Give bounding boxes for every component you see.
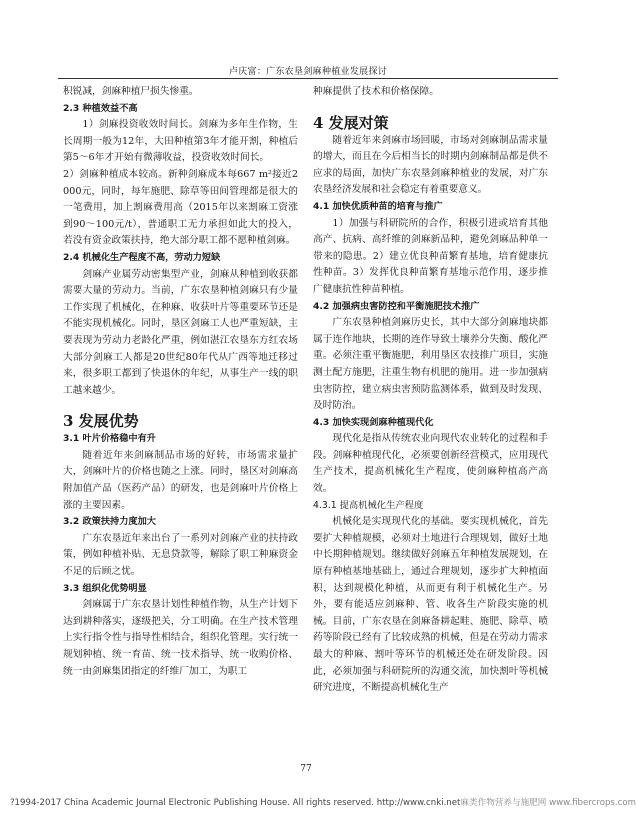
paragraph: 1）加强与科研院所的合作，积极引进或培育其他高产、抗病、高纤维的剑麻新品种，避免剑麻品种单一带来的隐患。2）建立优良种苗繁育基地，培育健康抗性种苗。3）发挥优良种苗繁育基地示范作用，逐步推广健康抗性种苗种植。 xyxy=(313,217,548,295)
left-column xyxy=(63,84,298,680)
subsection-heading: 4.1 加快优质种苗的培育与推广 xyxy=(313,200,443,212)
paragraph: 2）剑麻种植成本较高。新种剑麻成本每667 m²接近2 000元，同时，每年施肥、除草等田间管理都是很大的一笔费用，加上割麻费用高（2015年以来割麻工资涨到90～100元/t），普通职工无力承担如此大的投入，若没有资金政策扶持，绝大部分职工都不愿种植剑麻。 xyxy=(63,168,298,247)
subsection-heading: 3.2 政策扶持力度加大 xyxy=(63,516,156,528)
right-column xyxy=(313,84,548,697)
paragraph: 积锐减，剑麻种植尸损失惨重。 xyxy=(63,86,199,97)
section-heading: 3 发展优势 xyxy=(63,412,139,431)
paragraph: 剑麻产业属劳动密集型产业，剑麻从种植到收获都需要大量的劳动力。当前，广东农垦种植剑麻只有少量工作实现了机械化，在种麻、收获叶片等重要环节还是不能实现机械化。同时，垦区剑麻工人也严重短缺，主要表现为劳动力老龄化严重，例如湛江农垦东方红农场大部分剑麻工人都是20世纪80年代从广西等地迁移过来，很多职工都到了快退休的年纪，从事生产一线的职工越来越少。 xyxy=(63,268,298,396)
subsection-heading: 4.3 加快实现剑麻种植现代化 xyxy=(313,416,434,428)
page-footer xyxy=(10,796,636,808)
page-number: 77 xyxy=(300,764,312,774)
section-heading: 4 发展对策 xyxy=(313,113,389,132)
subsection-heading: 2.4 机械化生产程度不高，劳动力短缺 xyxy=(63,251,221,263)
header-rule xyxy=(58,78,558,79)
subsection-heading: 4.2 加强病虫害防控和平衡施肥技术推广 xyxy=(313,300,480,312)
subsection-heading: 2.3 种植效益不高 xyxy=(63,102,138,114)
paragraph: 随着近年来剑麻市场回暖，市场对剑麻制品需求量的增大，而且在今后相当长的时期内剑麻制品都是供不应求的局面，加快广东农垦剑麻种植业的发展，对广东农垦经济发展和社会稳定有着重要意义。 xyxy=(313,134,548,196)
paragraph: 现代化是指从传统农业向现代农业转化的过程和手段。剑麻种植现代化，必须要创新经营模式，应用现代生产技术，提高机械化生产程度，使剑麻种植高产高效。 xyxy=(313,433,548,495)
watermark-text: 麻类作物营养与施肥网 www.fibercrops.com xyxy=(460,798,636,808)
subsection-heading: 3.3 组织化优势明显 xyxy=(63,582,147,594)
paragraph: 剑麻属于广东农垦计划性种植作物，从生产计划下达到耕种落实，逐级把关，分工明确。在生产技术管理上实行指令性与指导性相结合，组织化管理。实行统一规划种植、统一育苗、统一技术指导、统一收购价格、统一由剑麻集团指定的纤维厂加工，为职工 xyxy=(63,599,298,677)
paragraph: 随着近年来剑麻制品市场的好转，市场需求量扩大，剑麻叶片的价格也随之上涨。同时，垦区对剑麻高附加值产品（医药产品）的研发，也是剑麻叶片价格上涨的主要因素。 xyxy=(63,449,298,511)
paragraph: 广东农垦种植剑麻历史长，其中大部分剑麻地块都属于连作地块，长期的连作导致土壤养分失衡、酸化严重。必须注重平衡施肥，利用垦区农技推广项目，实施测土配方施肥，注重生物有机肥的施用。进一步加强病虫害防控，建立病虫害预防监测体系，做到及时发现、及时防治。 xyxy=(313,317,548,412)
running-header: 卢庆富：广东农垦剑麻种植业发展探讨 xyxy=(228,67,388,77)
section-gap xyxy=(63,399,298,411)
paragraph: 种麻提供了技术和价格保障。 xyxy=(313,86,439,97)
paragraph: 广东农垦近年来出台了一系列对剑麻产业的扶持政策，例如种植补贴、无息贷款等，解除了职工种麻资金不足的后顾之忧。 xyxy=(63,532,298,578)
copyright-notice: ?1994-2017 China Academic Journal Electronic Publishing House. All rights reserved. http://www.cnki.net xyxy=(10,798,461,808)
section-gap xyxy=(313,101,548,113)
subsubsection-heading: 4.3.1 提高机械化生产程度 xyxy=(313,499,424,511)
paragraph: 机械化是实现现代化的基础。要实现机械化，首先要扩大种植规模，必须对土地进行合理规划，做好土地中长期种植规划。继续做好剑麻五年种植发展规划，在原有种植基地基础上，通过合理规划，逐步扩大种植面积，达到规模化种植，从而更有利于机械化生产。另外，要有能适应剑麻种、管、收各生产阶段实施的机械。目前，广东农垦在剑麻备耕起畦、施肥、除草、喷药等阶段已经有了比较成熟的机械，但是在劳动力需求最大的种麻、割叶等环节的机械还处在研发阶段。因此，必须加强与科研院所的沟通交流，加快割叶等机械研究进度，不断提高机械化生产 xyxy=(313,516,548,694)
subsection-heading: 3.1 叶片价格稳中有升 xyxy=(63,433,156,445)
paragraph: 1）剑麻投资收效时间长。剑麻为多年生作物，生长周期一般为12年，大田种植第3年才能开割，种植后第5～6年才开始有微薄收益，投资收效时间长。 xyxy=(63,119,298,164)
